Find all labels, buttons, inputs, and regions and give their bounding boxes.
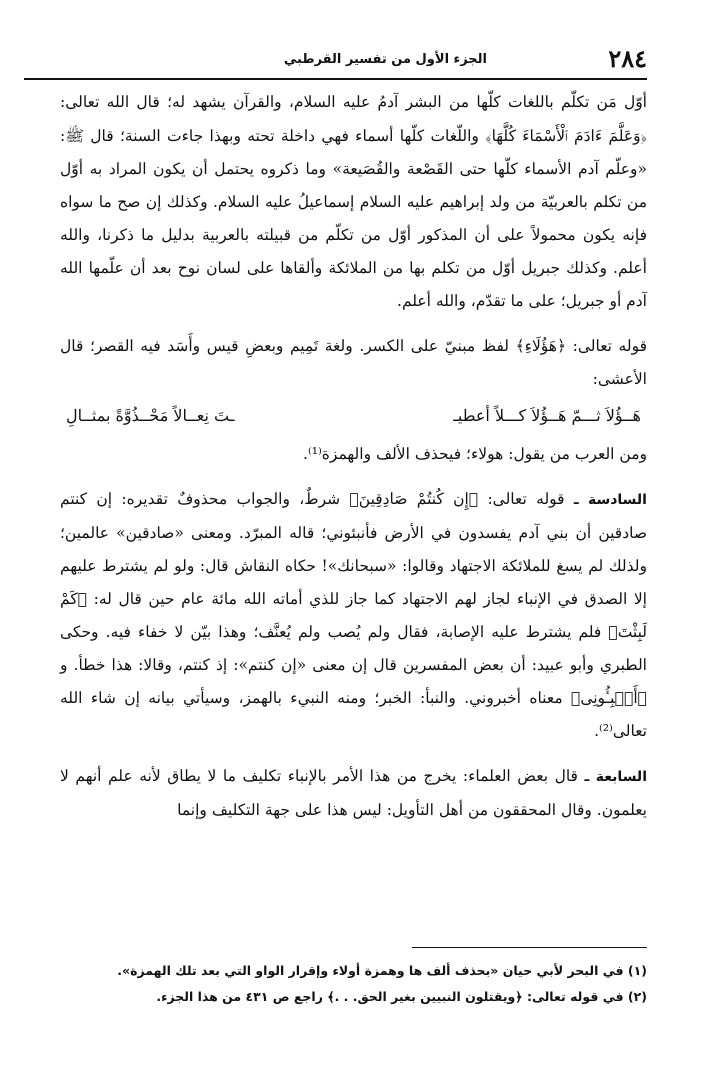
verse-first-hemistich: هَــؤُلاَ ثـــمّ هَــؤُلاَ كـــلاً أعطيـ [453, 406, 641, 425]
paragraph: السادسة ـ قوله تعالى: ﴿إِن كُنتُمْ صَادِقِينَ﴾ شرطٌ، والجواب محذوفٌ تقديره: إن كنتم صادقين أن بني آدم يفسدون في الأرض فأنبئوني؛ قاله المبرّد. ومعنى «صادقين» عالمين؛ ولذلك لم يسغ للملائكة الاجتهاد وقالوا: «سبحانك»! حكاه النقاش قال: ولو لم يشترط عليهم إلا الصدق في الإنباء لجاز لهم الاجتهاد كما جاز للذي أماته الله مائة عام حين قال له: ﴿كَمْ لَبِثْتَ﴾ فلم يشترط عليه الإصابة، فقال ولم يُصب ولم يُعنَّف؛ وهذا بيّن لا خفاء فيه. وحكى الطبري وأبو عبيد: أن بعض المفسرين قال إن معنى «إن كنتم»: إذ كنتم، وقالا: هذا خطأ. و ﴿أَنۢبِـُٔونِى﴾ معناه أخبروني. والنبأ: الخبر؛ ومنه النبيء بالهمز، وسيأتي بيانه إن شاء الله تعالى⁽²⁾. [60, 490, 647, 740]
paragraph: السابعة ـ قال بعض العلماء: يخرج من هذا الأمر بالإنباء تكليف ما لا يطاق لأنه علم أنهم لا يعلمون. وقال المحققون من أهل التأويل: ليس هذا على جهة التكليف وإنما [60, 767, 647, 819]
running-header [24, 44, 647, 80]
poetry-verse [66, 396, 641, 436]
page-body [60, 86, 647, 827]
footnote-separator [412, 947, 647, 948]
page-number: ٢٨٤ [608, 44, 647, 73]
paragraph: ومن العرب من يقول: هولاء؛ فيحذف الألف والهمزة⁽¹⁾. [303, 445, 647, 463]
paragraph: قوله تعالى: ﴿هَؤُلَاءِ﴾ لفظ مبنيّ على الكسر. ولغة تَمِيم وبعضِ قيس وأَسَد فيه القصر؛ قال الأعشى: [60, 337, 647, 388]
running-title: الجزء الأول من تفسير القرطبي [283, 52, 487, 67]
section-label: السادسة ـ [573, 492, 647, 508]
verse-second-hemistich: ـتَ نِعــالاً مَحْــذُوَّةً بمثــالِ [66, 406, 235, 425]
section-label: السابعة ـ [584, 769, 647, 785]
footnotes [60, 958, 647, 1010]
footnote: (١) في البحر لأبي حيان «بحذف ألف ها وهمزة أولاء وإقرار الواو التي بعد تلك الهمزة». [117, 963, 647, 978]
footnote: (٢) في قوله تعالى: ﴿ويقتلون النبيين بغير الحق. . .﴾ راجع ص ٤٣١ من هذا الجزء. [156, 989, 647, 1004]
paragraph: أوّل مَن تكلّم باللغات كلّها من البشر آدمُ عليه السلام، والقرآن يشهد له؛ قال الله تعالى: ﴿وَعَلَّمَ ءَادَمَ ٱلْأَسْمَاءَ كُلَّهَا﴾ واللّغات كلّها أسماء فهي داخلة تحته وبهذا جاءت السنة؛ قال ﷺ: «وعلّم آدم الأسماء كلّها حتى القَصْعة والقُصَيعة» وما ذكروه يحتمل أن يكون المراد به أوّل من تكلم بالعربيّة من ولد إبراهيم عليه السلام إسماعيلُ عليه السلام. وكذلك إن صح ما سواه فإنه يكون محمولاً على أن المذكور أوّل من تكلّم من قبيلته بالعربية بدليل ما ذكرنا، والله أعلم. وكذلك جبريل أوّل من تكلم بها من الملائكة وألقاها على لسان نوح بعد أن علّمها الله آدم أو جبريل؛ على ما تقدّم، والله أعلم. [60, 93, 647, 310]
